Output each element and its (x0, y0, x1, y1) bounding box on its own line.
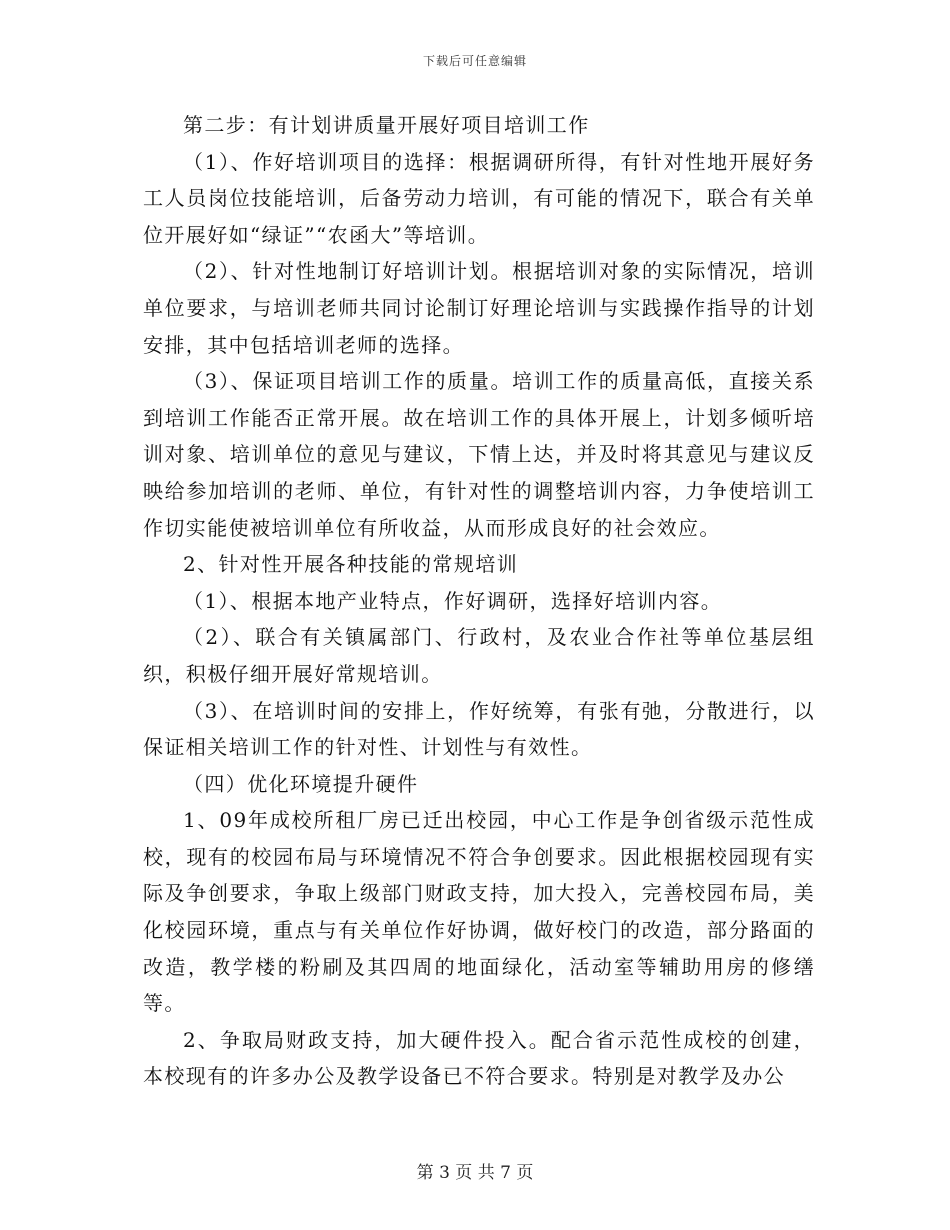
paragraph-item-1: （1）、作好培训项目的选择：根据调研所得，有针对性地开展好务工人员岗位技能培训，后备劳动力培训，有可能的情况下，联合有关单位开展好如“绿证”“农函大”等培训。 (143, 149, 815, 247)
paragraph-section-4-heading: （四）优化环境提升硬件 (183, 771, 419, 796)
paragraph-section-2-item-1: （1）、根据本地产业特点，作好调研，选择好培训内容。 (183, 588, 723, 613)
document-body (143, 107, 815, 1095)
page-header: 下载后可任意编辑 (422, 54, 527, 68)
paragraph-section-4-item-1: 1、09年成校所租厂房已迁出校园，中心工作是争创省级示范性成校，现有的校园布局与环境情况不符合争创要求。因此根据校园现有实际及争创要求，争取上级部门财政支持，加大投入，完善校园布局，美化校园环境，重点与有关单位作好协调，做好校门的改造，部分路面的改造，教学楼的粉刷及其四周的地面绿化，活动室等辅助用房的修缮等。 (143, 808, 815, 1016)
paragraph-section-2-item-3: （3）、在培训时间的安排上，作好统筹，有张有弛，分散进行，以保证相关培训工作的针对性、计划性与有效性。 (143, 698, 815, 760)
paragraph-section-2-item-2: （2）、联合有关镇属部门、行政村，及农业合作社等单位基层组织，积极仔细开展好常规培训。 (143, 625, 815, 686)
paragraph-item-2: （2）、针对性地制订好培训计划。根据培训对象的实际情况，培训单位要求，与培训老师共同讨论制订好理论培训与实践操作指导的计划安排，其中包括培训老师的选择。 (143, 259, 815, 357)
paragraph-section-2-heading: 2、针对性开展各种技能的常规培训 (183, 552, 519, 577)
paragraph-item-3: （3）、保证项目培训工作的质量。培训工作的质量高低，直接关系到培训工作能否正常开展。故在培训工作的具体开展上，计划多倾听培训对象、培训单位的意见与建议，下情上达，并及时将其意见与建议反映给参加培训的老师、单位，有针对性的调整培训内容，力争使培训工作切实能使被培训单位有所收益，从而形成良好的社会效应。 (143, 369, 815, 540)
paragraph-step-two-heading: 第二步：有计划讲质量开展好项目培训工作 (183, 113, 590, 137)
page-number-footer: 第 3 页 共 7 页 (416, 1163, 534, 1183)
paragraph-section-4-item-2: 2、争取局财政支持，加大硬件投入。配合省示范性成校的创建，本校现有的许多办公及教学设备已不符合要求。特别是对教学及办公 (143, 1027, 815, 1089)
